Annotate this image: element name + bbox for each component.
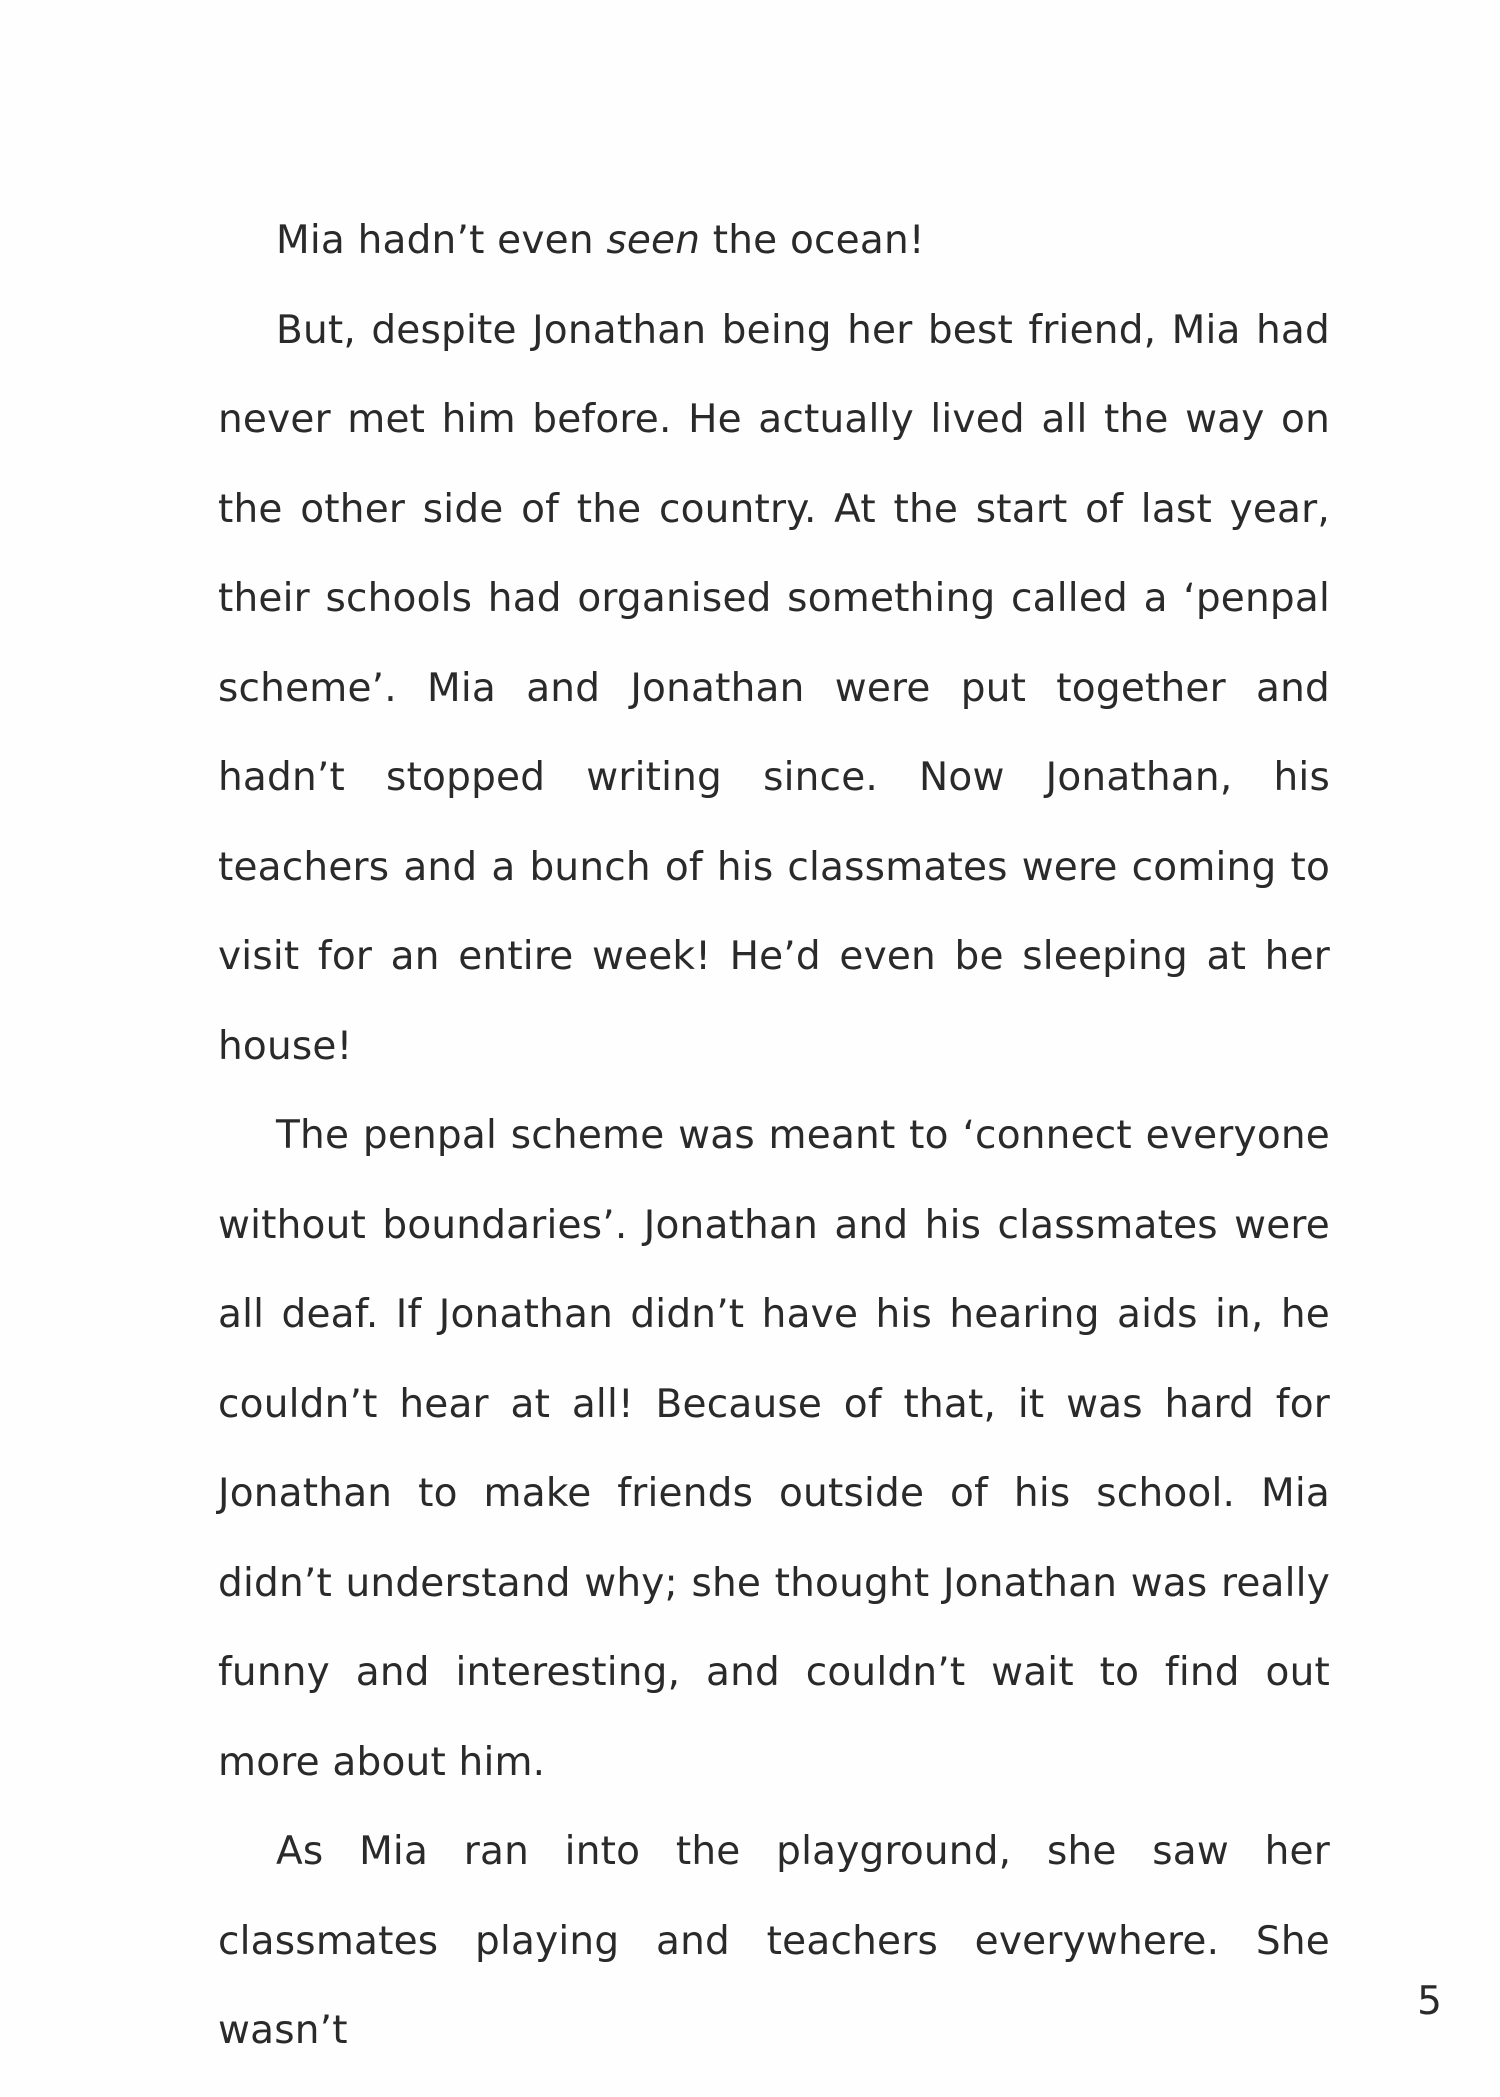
- paragraph-4: [218, 1807, 1330, 2076]
- paragraph-1-emphasis: seen: [606, 218, 701, 263]
- paragraph-2: [218, 286, 1330, 1092]
- page-number: 5: [1417, 1979, 1442, 2024]
- paragraph-1-segment-3: the ocean!: [700, 218, 925, 263]
- paragraph-3-text: The penpal scheme was meant to ‘connect everyone without boundaries’. Jonathan and his classmates were all deaf. If Jonathan didn’t have his hearing aids in, he couldn’t hear at all! Because of that, it was hard for Jonathan to make friends outside of his school. Mia didn’t understand why; she thought Jonathan was really funny and interesting, and couldn’t wait to find out more about him.: [218, 1113, 1330, 1785]
- paragraph-4-text: As Mia ran into the playground, she saw her classmates playing and teachers everywhere. She wasn’t: [218, 1829, 1330, 2053]
- paragraph-1-segment-1: Mia hadn’t even: [276, 218, 607, 263]
- paragraph-3: [218, 1091, 1330, 1807]
- body-text: [218, 196, 1330, 2076]
- paragraph-2-text: But, despite Jonathan being her best friend, Mia had never met him before. He actually lived all the way on the other side of the country. At the start of last year, their schools had organised something called a ‘penpal scheme’. Mia and Jonathan were put together and hadn’t stopped writing since. Now Jonathan, his teachers and a bunch of his classmates were coming to visit for an entire week! He’d even be sleeping at her house!: [218, 307, 1330, 1069]
- paragraph-1: [218, 196, 1330, 286]
